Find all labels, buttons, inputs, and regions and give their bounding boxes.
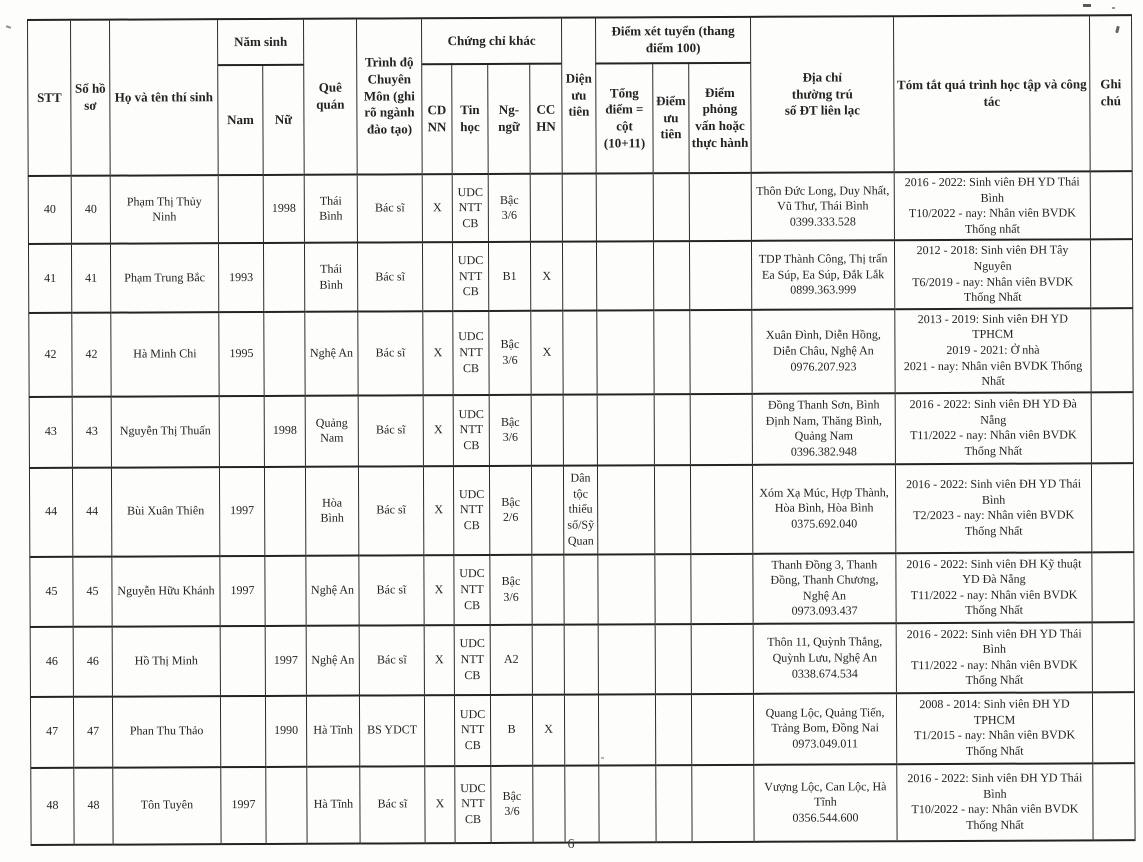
col-header-cd-nn: CD NN (422, 64, 452, 174)
cell-ho-ten: Nguyễn Hữu Khánh (112, 556, 220, 626)
cell-ho-ten: Phạm Trung Bắc (110, 244, 218, 313)
cell-tong-diem (596, 242, 653, 311)
cell-dia-chi: Vượng Lộc, Can Lộc, Hà Tĩnh 0356.544.600 (754, 764, 897, 842)
cell-diem-phong-van (691, 554, 753, 624)
cell-stt: 47 (30, 697, 73, 768)
col-header-diem-xet-tuyen: Điểm xét tuyển (thang điểm 100) (596, 17, 751, 64)
cell-cd-nn (424, 695, 454, 766)
cell-diem-phong-van (691, 694, 753, 765)
col-header-ghi-chu: Ghi chú (1090, 15, 1133, 171)
col-header-so-ho-so: Số hồ sơ (71, 20, 111, 176)
cell-cc-hn (532, 554, 564, 624)
cell-stt: 45 (30, 557, 73, 627)
col-header-ho-ten: Họ và tên thí sinh (110, 19, 219, 175)
cell-ng-ngu: Bậc 3/6 (489, 395, 531, 466)
cell-diem-phong-van (691, 624, 753, 694)
cell-so-ho-so: 46 (73, 626, 112, 696)
cell-nam-sinh-nu: 1990 (265, 696, 306, 767)
cell-tong-diem (596, 173, 653, 242)
cell-diem-uu-tien (653, 241, 689, 310)
cell-nam-sinh-nu: 1998 (263, 175, 304, 244)
cell-tin-hoc: UDC NTT CB (455, 766, 491, 843)
cell-cc-hn (533, 765, 565, 842)
cell-dien-uu-tien (565, 765, 599, 842)
cell-cd-nn: X (424, 555, 454, 625)
cell-tin-hoc: UDC NTT CB (453, 395, 489, 466)
cell-stt: 44 (29, 468, 72, 557)
cell-cc-hn (531, 394, 563, 465)
cell-cd-nn: X (425, 766, 455, 843)
cell-diem-phong-van (690, 465, 752, 554)
cell-que-quan: Thái Bình (304, 243, 357, 312)
cell-trinh-do: Bác sĩ (357, 243, 422, 312)
cell-tong-diem (599, 765, 656, 842)
scan-artifact (6, 25, 11, 29)
cell-ghi-chu (1092, 692, 1134, 763)
cell-dien-uu-tien (564, 624, 598, 694)
cell-so-ho-so: 45 (73, 556, 112, 626)
cell-que-quan: Nghệ An (306, 555, 359, 625)
cell-stt: 48 (31, 768, 74, 845)
cell-so-ho-so: 48 (74, 767, 113, 844)
cell-dia-chi: Quang Lộc, Quảng Tiến, Trảng Bom, Đồng Nai 0973.049.011 (753, 693, 896, 765)
candidate-roster-table (27, 14, 1136, 846)
cell-stt: 42 (29, 313, 72, 397)
page-number: 6 (567, 837, 576, 852)
cell-ng-ngu: B (490, 695, 532, 766)
cell-tong-diem (597, 394, 654, 465)
cell-ng-ngu: Bậc 3/6 (490, 555, 532, 625)
cell-dia-chi: Đồng Thanh Sơn, Bình Định Nam, Thăng Bình, Quảng Nam 0396.382.948 (752, 393, 895, 465)
cell-tom-tat: 2016 - 2022: Sinh viên ĐH YD Thái Bình T10/2022 - nay: Nhân viên BVDK Thống Nhất (897, 763, 1093, 841)
cell-trinh-do: Bác sĩ (359, 625, 424, 695)
col-header-tom-tat: Tóm tắt quá trình học tập và công tác (894, 15, 1091, 172)
cell-cc-hn (531, 465, 563, 554)
table-row (29, 392, 1133, 468)
cell-ghi-chu (1091, 308, 1133, 392)
cell-dia-chi: Xuân Đình, Diễn Hồng, Diễn Châu, Nghệ An 0976.207.923 (752, 309, 895, 394)
cell-diem-uu-tien (655, 624, 691, 694)
table-row (28, 240, 1132, 313)
cell-dien-uu-tien (564, 554, 598, 624)
cell-nam-sinh-nu: 1998 (264, 396, 305, 467)
cell-diem-uu-tien (655, 694, 691, 765)
cell-ng-ngu: Bậc 2/6 (489, 466, 531, 555)
cell-tom-tat: 2013 - 2019: Sinh viên ĐH YD TPHCM 2019 - 2021: Ở nhà 2021 - nay: Nhân viên BVDK Thống Nhất (895, 308, 1091, 393)
cell-so-ho-so: 47 (73, 696, 112, 767)
cell-dien-uu-tien (563, 394, 597, 465)
cell-cd-nn: X (423, 395, 453, 466)
cell-so-ho-so: 44 (72, 467, 111, 556)
col-header-cc-hn: CC HN (530, 64, 562, 174)
cell-trinh-do: BS YDCT (359, 695, 424, 766)
cell-diem-uu-tien (656, 765, 692, 842)
cell-que-quan: Thái Bình (304, 175, 357, 244)
cell-stt: 40 (28, 176, 71, 245)
cell-stt: 43 (29, 397, 72, 468)
cell-nam-sinh-nu (264, 312, 305, 396)
cell-dia-chi: Thanh Đồng 3, Thanh Đồng, Thanh Chương, Nghệ An 0973.093.437 (753, 553, 896, 624)
cell-tin-hoc: UDC NTT CB (453, 466, 489, 555)
table-row (30, 552, 1134, 627)
cell-tom-tat: 2016 - 2022: Sinh viên ĐH Kỹ thuật YD Đà Nẵng T11/2022 - nay: Nhân viên BVDK Thống Nhất (896, 552, 1092, 623)
cell-nam-sinh-nam: 1993 (218, 243, 263, 312)
cell-nam-sinh-nu (263, 243, 304, 312)
cell-tong-diem (598, 694, 655, 765)
cell-nam-sinh-nam: 1995 (219, 312, 264, 396)
cell-tom-tat: 2016 - 2022: Sinh viên ĐH YD Đà Nẵng T11/2022 - nay: Nhân viên BVDK Thống Nhất (895, 392, 1091, 464)
cell-tom-tat: 2016 - 2022: Sinh viên ĐH YD Thái Bình T10/2022 - nay: Nhân viên BVDK Thống nhất (894, 171, 1090, 240)
cell-nam-sinh-nam (220, 626, 265, 696)
table-row (30, 692, 1134, 768)
cell-ho-ten: Hồ Thị Minh (112, 626, 220, 696)
cell-trinh-do: Bác sĩ (358, 466, 423, 555)
cell-ng-ngu: A2 (490, 625, 532, 695)
cell-trinh-do: Bác sĩ (357, 174, 422, 243)
cell-dia-chi: Thôn 11, Quỳnh Thắng, Quỳnh Lưu, Nghệ An 0338.674.534 (753, 623, 896, 694)
cell-diem-uu-tien (654, 310, 690, 394)
cell-stt: 41 (28, 244, 71, 313)
cell-ho-ten: Hà Minh Chi (111, 312, 219, 396)
cell-tom-tat: 2016 - 2022: Sinh viên ĐH YD Thái Bình T2/2023 - nay: Nhân viên BVDK Thống Nhất (895, 463, 1091, 553)
col-header-diem-phong-van: Điểm phỏng vấn hoặc thực hành (689, 63, 751, 173)
table-row (30, 622, 1134, 697)
cell-tin-hoc: UDC NTT CB (452, 174, 488, 243)
cell-ghi-chu (1091, 463, 1133, 552)
cell-ng-ngu: Bậc 3/6 (491, 766, 533, 843)
cell-que-quan: Hà Tĩnh (306, 695, 359, 766)
cell-que-quan: Quảng Nam (305, 395, 358, 466)
cell-so-ho-so: 40 (71, 176, 110, 245)
cell-trinh-do: Bác sĩ (359, 555, 424, 625)
cell-cd-nn: X (424, 625, 454, 695)
cell-dia-chi: Thôn Đức Long, Duy Nhất, Vũ Thư, Thái Bình 0399.333.528 (751, 172, 894, 241)
cell-tin-hoc: UDC NTT CB (452, 242, 488, 311)
cell-nam-sinh-nu (265, 556, 306, 626)
cell-diem-uu-tien (655, 554, 691, 624)
col-header-nam: Nam (218, 65, 263, 175)
header-row-groups (28, 15, 1132, 66)
cell-ghi-chu (1092, 622, 1134, 692)
cell-tom-tat: 2012 - 2018: Sinh viên ĐH Tây Nguyên T6/2019 - nay: Nhân viên BVDK Thống Nhất (894, 240, 1090, 309)
cell-diem-uu-tien (653, 173, 689, 242)
cell-cc-hn: X (530, 242, 562, 311)
cell-so-ho-so: 41 (71, 244, 110, 313)
cell-cc-hn (530, 174, 562, 243)
cell-ho-ten: Phan Thu Thảo (112, 696, 220, 767)
cell-cd-nn: X (423, 311, 453, 395)
cell-ho-ten: Phạm Thị Thủy Ninh (110, 175, 218, 244)
cell-trinh-do: Bác sĩ (358, 395, 423, 466)
col-header-tong-diem: Tổng điểm = cột (10+11) (596, 63, 653, 173)
cell-stt: 46 (30, 627, 73, 697)
cell-cd-nn (422, 243, 452, 312)
cell-nam-sinh-nu (264, 467, 305, 556)
col-header-dien-uu-tien: Diện ưu tiên (562, 18, 597, 174)
cell-dia-chi: TDP Thành Công, Thị trấn Ea Súp, Ea Súp, Đắk Lắk 0899.363.999 (751, 241, 894, 310)
cell-cc-hn: X (531, 310, 563, 394)
cell-ho-ten: Tôn Tuyên (113, 767, 221, 844)
cell-so-ho-so: 43 (72, 396, 111, 467)
col-header-que-quan: Quê quán (304, 19, 358, 175)
col-header-chung-chi-khac: Chứng chỉ khác (422, 18, 562, 65)
cell-ghi-chu (1090, 240, 1132, 309)
cell-ghi-chu (1090, 171, 1132, 240)
cell-nam-sinh-nam (219, 396, 264, 467)
cell-que-quan: Hà Tĩnh (307, 766, 360, 843)
cell-tin-hoc: UDC NTT CB (453, 311, 489, 395)
cell-nam-sinh-nam: 1997 (221, 767, 266, 844)
cell-ng-ngu: Bậc 3/6 (488, 174, 530, 243)
col-header-tin-hoc: Tin học (452, 64, 488, 174)
cell-dien-uu-tien: Dân tộc thiểu số/Sỹ Quan (563, 465, 597, 554)
cell-dia-chi: Xóm Xạ Múc, Hợp Thành, Hòa Bình, Hòa Bình 0375.692.040 (752, 464, 895, 554)
cell-ng-ngu: Bậc 3/6 (489, 311, 531, 395)
cell-ghi-chu (1091, 392, 1133, 463)
cell-diem-phong-van (690, 394, 752, 465)
cell-cd-nn: X (422, 174, 452, 243)
table-body (28, 171, 1135, 845)
cell-nam-sinh-nam (220, 696, 265, 767)
cell-tong-diem (597, 465, 654, 554)
cell-nam-sinh-nu (266, 767, 307, 844)
col-header-nu: Nữ (263, 65, 304, 175)
cell-tom-tat: 2016 - 2022: Sinh viên ĐH YD Thái Bình T11/2022 - nay: Nhân viên BVDK Thống Nhất (896, 622, 1092, 693)
cell-ng-ngu: B1 (488, 242, 530, 311)
cell-tong-diem (598, 554, 655, 624)
col-header-nam-sinh: Năm sinh (218, 19, 304, 65)
cell-cd-nn: X (423, 466, 453, 555)
cell-diem-phong-van (690, 310, 752, 394)
cell-ghi-chu (1093, 763, 1135, 840)
cell-tom-tat: 2008 - 2014: Sinh viên ĐH YD TPHCM T1/2015 - nay: Nhân viên BVDK Thống Nhất (896, 692, 1092, 764)
scan-artifact (1083, 4, 1091, 7)
cell-tong-diem (597, 310, 654, 394)
cell-dien-uu-tien (564, 694, 598, 765)
cell-ghi-chu (1092, 552, 1134, 622)
cell-so-ho-so: 42 (72, 312, 111, 396)
cell-tong-diem (598, 624, 655, 694)
table-row (31, 763, 1135, 845)
cell-trinh-do: Bác sĩ (358, 311, 423, 395)
cell-trinh-do: Bác sĩ (360, 766, 425, 843)
table-row (29, 308, 1133, 397)
cell-que-quan: Nghệ An (306, 625, 359, 695)
cell-tin-hoc: UDC NTT CB (454, 695, 490, 766)
cell-diem-phong-van (689, 241, 751, 310)
cell-cc-hn (532, 624, 564, 694)
col-header-stt: STT (28, 20, 72, 176)
cell-nam-sinh-nam: 1997 (220, 556, 265, 626)
cell-diem-uu-tien (654, 394, 690, 465)
cell-nam-sinh-nam: 1997 (219, 467, 264, 556)
cell-dien-uu-tien (562, 174, 596, 243)
table-row (29, 463, 1133, 557)
cell-dien-uu-tien (563, 310, 597, 394)
cell-nam-sinh-nu: 1997 (265, 626, 306, 696)
cell-diem-phong-van (689, 173, 751, 242)
cell-que-quan: Nghệ An (305, 311, 358, 395)
scan-artifact (1112, 7, 1115, 9)
cell-tin-hoc: UDC NTT CB (454, 555, 490, 625)
cell-nam-sinh-nam (218, 175, 263, 244)
cell-dien-uu-tien (562, 242, 596, 311)
cell-diem-phong-van (692, 765, 754, 842)
cell-diem-uu-tien (654, 465, 690, 554)
col-header-dia-chi: Địa chỉ thường trú số ĐT liên lạc (751, 16, 895, 173)
table-row (28, 171, 1132, 244)
table-header (28, 15, 1133, 176)
cell-cc-hn: X (532, 694, 564, 765)
cell-que-quan: Hòa Bình (305, 466, 358, 555)
col-header-trinh-do: Trình độ Chuyên Môn (ghi rõ ngành đào tạo) (357, 18, 423, 174)
col-header-ng-ngu: Ng- ngữ (488, 64, 530, 174)
cell-tin-hoc: UDC NTT CB (454, 625, 490, 695)
cell-ho-ten: Nguyễn Thị Thuấn (111, 396, 219, 467)
col-header-diem-uu-tien: Điểm ưu tiên (653, 63, 689, 173)
cell-ho-ten: Bùi Xuân Thiên (111, 467, 219, 556)
